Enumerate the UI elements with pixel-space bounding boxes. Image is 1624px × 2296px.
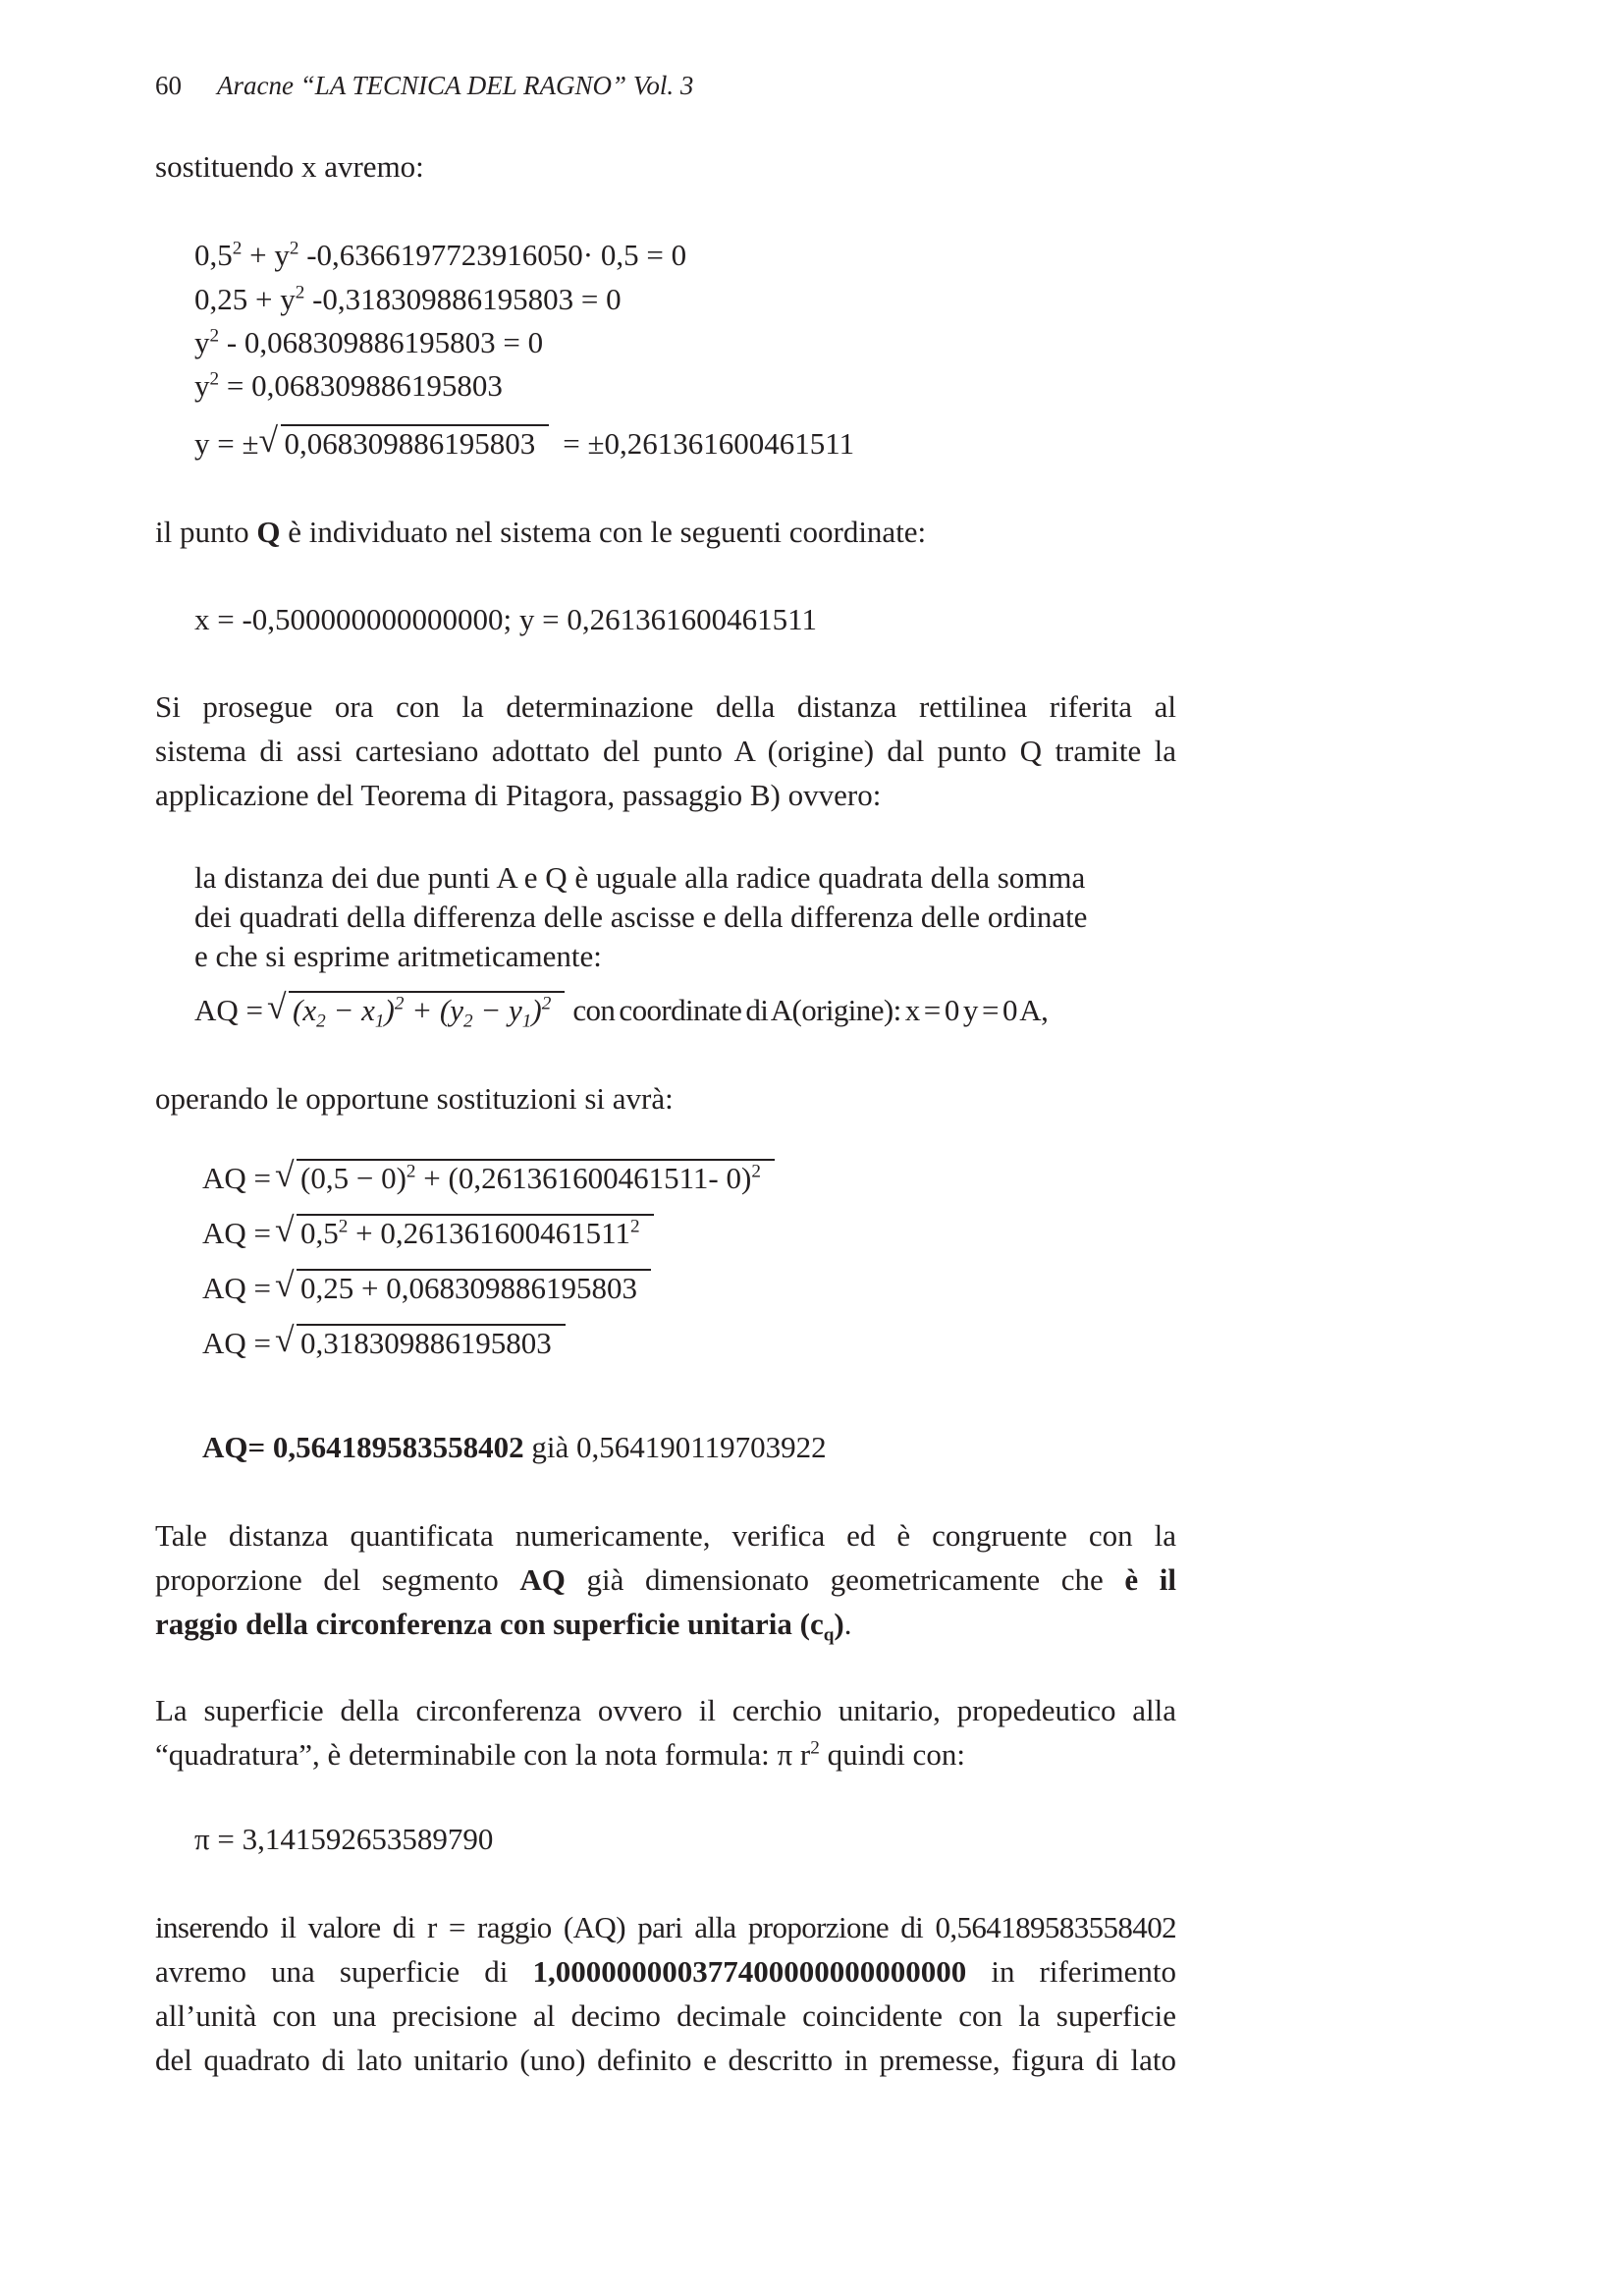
- equation-line-5: y = ± √ 0,068309886195803 = ±0,261361600461511: [194, 422, 854, 465]
- formula-square-root: √ $(x_2 - x_1)^2 + (y_2 - y_1)^2$: [267, 989, 565, 1032]
- equation-line-3: $y^2 - 0,068309886195803 = 0$: [194, 325, 544, 359]
- equation-line-4: $y^2 = 0,068309886195803$: [194, 368, 503, 403]
- substitution-intro: operando le opportune sostituzioni si avrà:: [155, 1081, 674, 1116]
- definition-quote: la distanza dei due punti A e Q è uguale alla radice quadrata della somma dei quadrati della differenza delle ascisse e della differenza delle ordinate e che si esprime aritmeticamente:: [194, 860, 1088, 973]
- paragraph-pythagoras: Si prosegue ora con la determinazione della distanza rettilinea riferita al sistema di assi cartesiano adottato del punto A (origine) dal punto Q tramite la applicazione del Teorema di Pitagora, passaggio B) ovvero:: [155, 689, 1176, 812]
- running-title: Aracne “LA TECNICA DEL RAGNO” Vol. 3: [217, 71, 694, 100]
- result-line: AQ= 0,564189583558402 già 0,564190119703922: [202, 1430, 827, 1464]
- square-root: √ 0,068309886195803: [259, 422, 550, 465]
- aq-equation-4: AQ = √ 0,318309886195803: [202, 1322, 566, 1365]
- aq-equation-2: AQ = √ $0,5^2 + 0,261361600461511^2$: [202, 1212, 654, 1255]
- paragraph-conclusion: inserendo il valore di r = raggio (AQ) pari alla proporzione di 0,564189583558402 avremo una superficie di 1,000000000377400000000000000 in riferimento all’unità con una precisione al decimo decimale coincidente con la superficie del quadrato di lato unitario (uno) definito e descritto in premesse, figura di lato: [155, 1910, 1176, 2077]
- point-q-line: il punto Q è individuato nel sistema con le seguenti coordinate:: [155, 515, 927, 549]
- equation-line-1: $0,5^2 + y^2$ -0,6366197723916050· 0,5 = 0: [194, 238, 687, 272]
- aq-equation-1: AQ = √ $(0,5 - 0)^2 + (0,261361600461511-$ 0)$^2$: [202, 1157, 775, 1200]
- paragraph-congruence: Tale distanza quantificata numericamente, verifica ed è congruente con la proporzione del segmento AQ già dimensionato geometricamente che è il raggio della circonferenza con superficie unitaria $(c_q)$.: [155, 1518, 1176, 1646]
- pi-value: π = 3,141592653589790: [194, 1822, 494, 1856]
- page-number: 60: [155, 71, 182, 100]
- equation-line-2: $0,25 + y^2$ -0,318309886195803 = 0: [194, 282, 622, 316]
- running-header: [155, 71, 693, 101]
- intro-line: sostituendo x avremo:: [155, 149, 424, 184]
- distance-formula: AQ = √ $(x_2 - x_1)^2 + (y_2 - y_1)^2$ con coordinate di A(origine): x = 0 y = 0 A,: [194, 987, 1049, 1032]
- coordinates-line: x = -0,500000000000000; y = 0,261361600461511: [194, 602, 818, 636]
- paragraph-surface: La superficie della circonferenza ovvero il cerchio unitario, propedeutico alla “quadratura”, è determinabile con la nota formula: π $r^2$ quindi con:: [155, 1693, 1176, 1772]
- aq-equation-3: AQ = √ 0,25 + 0,068309886195803: [202, 1267, 651, 1310]
